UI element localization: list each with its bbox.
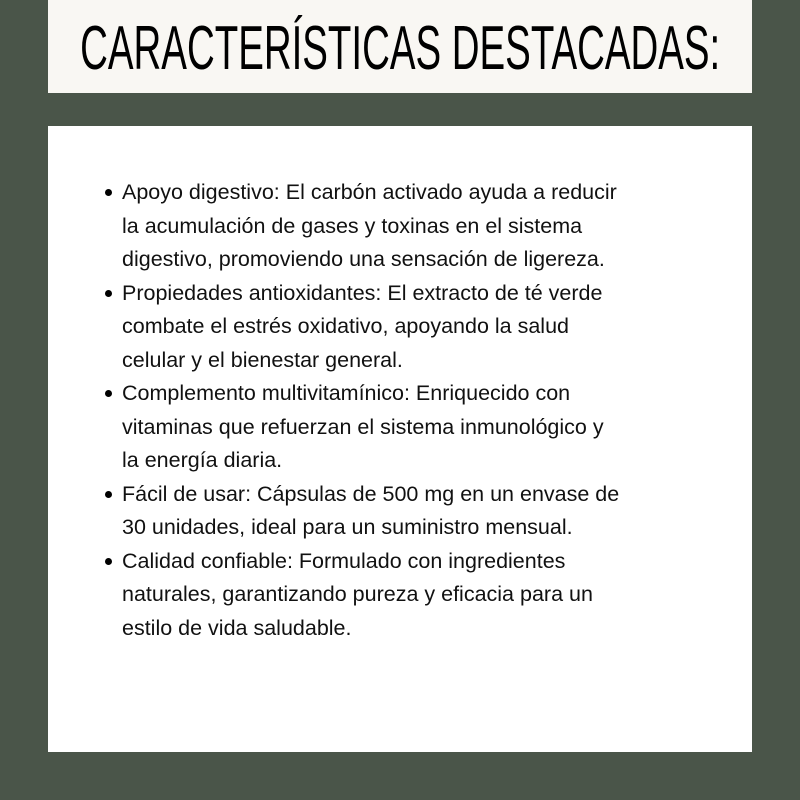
feature-item — [105, 545, 619, 646]
feature-text-line: Calidad confiable: Formulado con ingredientes — [122, 548, 566, 573]
features-list — [105, 176, 619, 645]
bullet-icon — [105, 558, 112, 565]
feature-text-line: 30 unidades, ideal para un suministro mensual. — [122, 515, 573, 539]
feature-text-line: Apoyo digestivo: El carbón activado ayuda a reducir — [122, 180, 617, 204]
feature-item — [105, 377, 619, 478]
feature-text-line: Fácil de usar: Cápsulas de 500 mg en un envase de — [122, 481, 620, 506]
bullet-icon — [105, 491, 112, 498]
feature-item — [105, 176, 619, 277]
feature-item — [105, 478, 619, 545]
feature-text-line: la energía diaria. — [122, 448, 283, 472]
feature-text-line: naturales, garantizando pureza y eficacia para un — [122, 582, 593, 606]
page-title: CARACTERÍSTICAS DESTACADAS: — [79, 14, 721, 83]
bullet-icon — [105, 189, 112, 196]
feature-text-line: estilo de vida saludable. — [122, 615, 352, 640]
feature-text-line: Complemento multivitamínico: Enriquecido con — [122, 381, 571, 405]
feature-text-line: digestivo, promoviendo una sensación de ligereza. — [122, 247, 605, 271]
bullet-icon — [105, 290, 112, 297]
feature-text-line: combate el estrés oxidativo, apoyando la salud — [122, 314, 569, 338]
title-banner — [48, 0, 752, 93]
feature-text-line: la acumulación de gases y toxinas en el sistema — [122, 213, 583, 238]
feature-text-line: celular y el bienestar general. — [122, 347, 403, 372]
feature-item — [105, 277, 619, 378]
feature-text-line: Propiedades antioxidantes: El extracto de té verde — [122, 280, 603, 305]
bullet-icon — [105, 390, 112, 397]
feature-text-line: vitaminas que refuerzan el sistema inmunológico y — [122, 414, 604, 439]
features-panel — [48, 126, 752, 752]
